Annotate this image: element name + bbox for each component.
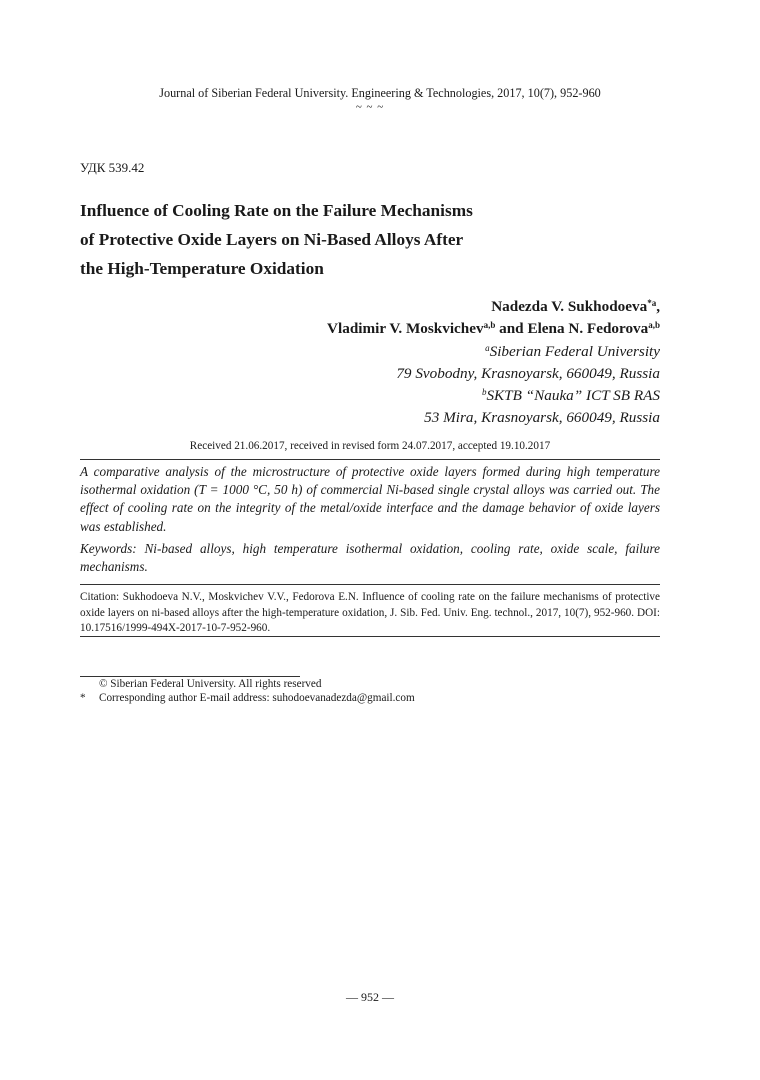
author-affiliation-mark: *a — [647, 298, 657, 308]
author-line-2: Vladimir V. Moskvichev$^{a,b}$ and Elena N. Fedorova$^{a,b}$ — [327, 320, 660, 338]
header-ornament: ~ ~ ~ — [355, 101, 385, 113]
article-title — [80, 196, 640, 283]
author-block — [327, 296, 660, 430]
author-affiliation-mark: a,b — [648, 320, 660, 331]
divider — [80, 584, 660, 585]
journal-header: Journal of Siberian Federal University. Engineering & Technologies, 2017, 10(7), 952-960 — [159, 86, 601, 100]
author-name: Vladimir V. Moskvichev — [327, 320, 484, 338]
divider — [80, 459, 660, 460]
received-dates: Received 21.06.2017, received in revised form 24.07.2017, accepted 19.10.2017 — [189, 440, 551, 452]
affiliation-b: $^b$SKTB “Nauka” ICT SB RAS — [481, 387, 660, 405]
author-affiliation-mark: a,b — [483, 320, 496, 331]
author-name: Elena N. Fedorova — [527, 320, 649, 338]
affiliation-a-address: 79 Svobodny, Krasnoyarsk, 660049, Russia — [396, 364, 660, 382]
title-line: of Protective Oxide Layers on Ni-Based Alloys After — [80, 230, 464, 249]
keywords: Keywords: Ni-based alloys, high temperature isothermal oxidation, cooling rate, oxide scale, failure mechanisms. — [80, 541, 660, 575]
copyright-footnote: © Siberian Federal University. All rights reserved — [99, 678, 322, 690]
affiliation-a: $^a$Siberian Federal University — [485, 342, 660, 360]
title-line: the High-Temperature Oxidation — [80, 259, 324, 278]
udk-code: УДК 539.42 — [80, 160, 145, 175]
page-number: — 952 — — [346, 990, 394, 1004]
citation: Citation: Sukhodoeva N.V., Moskvichev V.V., Fedorova E.N. Influence of cooling rate on the failure mechanisms of protective oxide layers on ni-based alloys after the high-temperature oxidation, J. Sib. Fed. Univ. Eng. technol., 2017, 10(7), 952-960. DOI: 10.17516/1999-494X-2017-10-7-952-960. — [80, 591, 660, 635]
affiliation-b-address: 53 Mira, Krasnoyarsk, 660049, Russia — [424, 409, 660, 427]
corresponding-author-footnote: * Corresponding author E-mail address: suhodoevanadezda@gmail.com — [80, 692, 415, 704]
abstract: A comparative analysis of the microstructure of protective oxide layers formed during high temperature isothermal oxidation (T = 1000 °C, 50 h) of commercial Ni-based single crystal alloys was carried out. The effect of cooling rate on the integrity of the metal/oxide interface and the damage behavior of oxide layers was established. — [80, 464, 660, 534]
footnote-divider — [80, 676, 300, 677]
title-line: Influence of Cooling Rate on the Failure Mechanisms — [80, 201, 473, 220]
divider — [80, 636, 660, 637]
author-name: Nadezda V. Sukhodoeva — [491, 298, 648, 315]
author-line-1: Nadezda V. Sukhodoeva$^{*a}$, — [491, 298, 660, 315]
